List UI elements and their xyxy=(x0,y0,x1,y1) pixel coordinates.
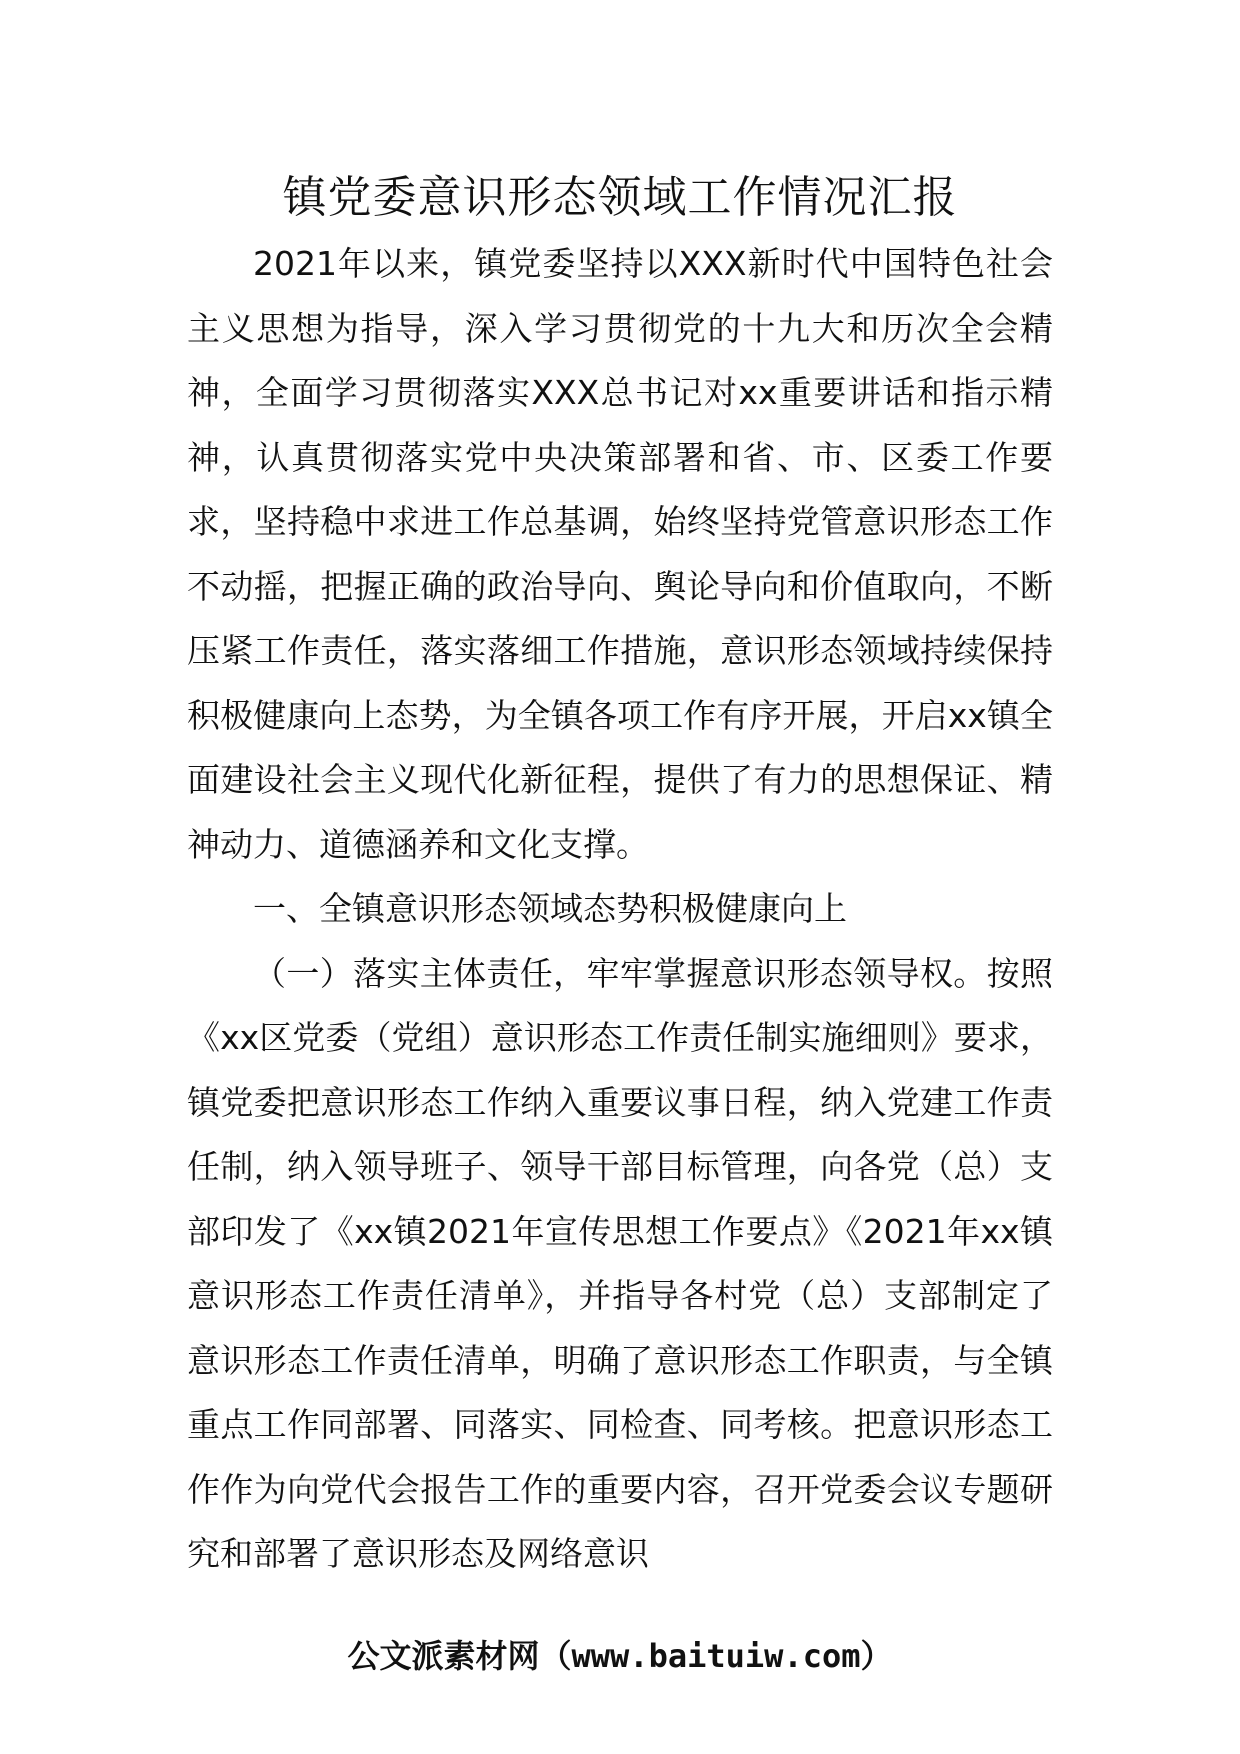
section-paragraph: （一）落实主体责任，牢牢掌握意识形态领导权。按照《xx区党委（党组）意识形态工作责任制实施细则》要求，镇党委把意识形态工作纳入重要议事日程，纳入党建工作责任制，纳入领导班子、领导干部目标管理，向各党（总）支部印发了《xx镇2021年宣传思想工作要点》《2021年xx镇意识形态工作责任清单》，并指导各村党（总）支部制定了意识形态工作责任清单，明确了意识形态工作职责，与全镇重点工作同部署、同落实、同检查、同考核。把意识形态工作作为向党代会报告工作的重要内容，召开党委会议专题研究和部署了意识形态及网络意识 xyxy=(187,953,1053,1573)
section-heading: 一、全镇意识形态领域态势积极健康向上 xyxy=(253,889,847,928)
footer-watermark xyxy=(0,1634,1240,1678)
document-body xyxy=(187,232,1053,1587)
footer-url: （www.baituiw.com） xyxy=(539,1637,893,1675)
document-title: 镇党委意识形态领域工作情况汇报 xyxy=(282,172,958,223)
footer-site-name: 公文派素材网 xyxy=(347,1637,540,1675)
intro-paragraph: 2021年以来，镇党委坚持以XXX新时代中国特色社会主义思想为指导，深入学习贯彻党的十九大和历次全会精神，全面学习贯彻落实XXX总书记对xx重要讲话和指示精神，认真贯彻落实党中央决策部署和省、市、区委工作要求，坚持稳中求进工作总基调，始终坚持党管意识形态工作不动摇，把握正确的政治导向、舆论导向和价值取向，不断压紧工作责任，落实落细工作措施，意识形态领域持续保持积极健康向上态势，为全镇各项工作有序开展，开启xx镇全面建设社会主义现代化新征程，提供了有力的思想保证、精神动力、道德涵养和文化支撑。 xyxy=(187,244,1053,864)
